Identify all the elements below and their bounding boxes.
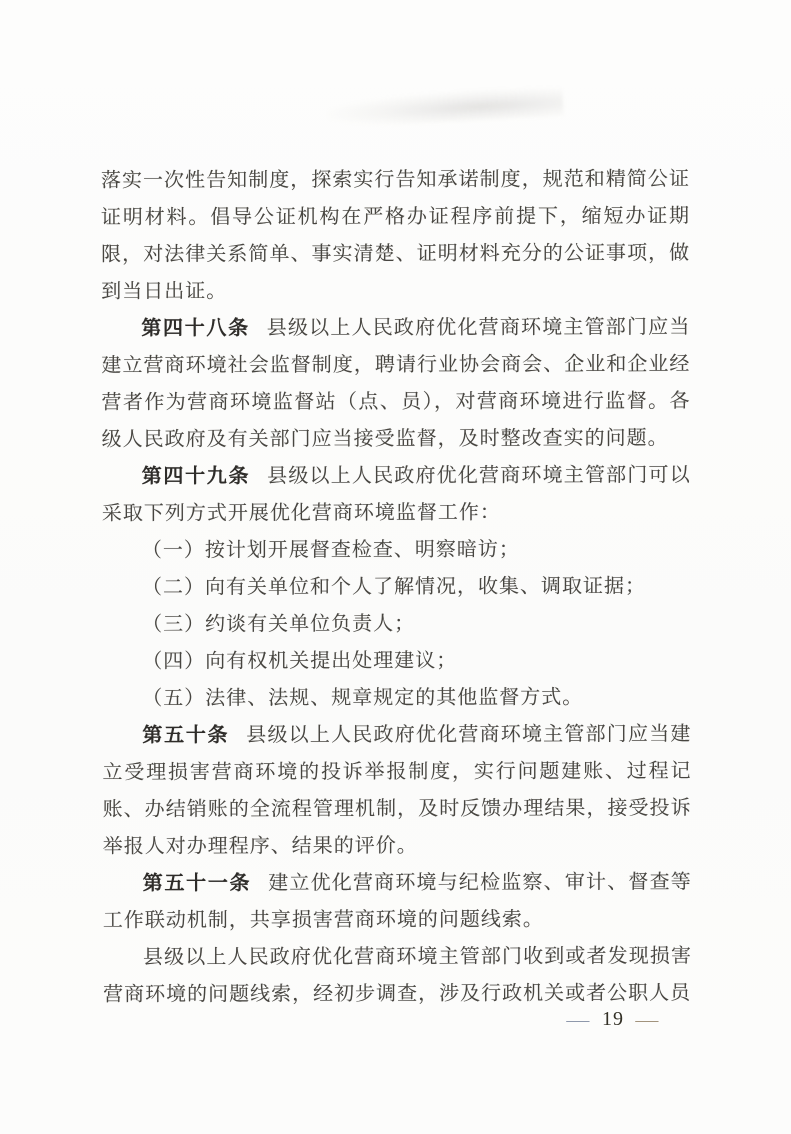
footer-dash-left: — [566,1008,591,1031]
list-item-5 [102,679,691,718]
list-item-1 [102,531,691,570]
list-item-text: （二）向有关单位和个人了解情况，收集、调取证据； [141,575,647,599]
article-51-paragraph [103,864,692,940]
article-49-paragraph [102,457,691,533]
scan-smudge-artifact [327,86,563,128]
article-48-label: 第四十八条 [141,317,250,340]
paragraph-text: 建立优化营商环境与纪检监察、审计、督查等工作联动机制，共享损害营商环境的问题线索。 [102,871,692,932]
paragraph-continuation [101,161,690,311]
article-50-label: 第五十条 [142,724,230,747]
list-item-4 [102,642,691,681]
article-50-paragraph [102,716,691,866]
list-item-2 [102,568,691,607]
list-item-text: （一）按计划开展督查检查、明察暗访； [141,538,520,562]
paragraph-text: 县级以上人民政府优化营商环境主管部门可以采取下列方式开展优化营商环境监督工作： [101,464,691,525]
page-number-footer [568,1008,658,1031]
article-48-paragraph [101,309,690,459]
document-body [101,161,692,1014]
paragraph-text: 县级以上人民政府优化营商环境主管部门应当建立营商环境社会监督制度，聘请行业协会商会、企业和企业经营者作为营商环境监督站（点、员），对营商环境进行监督。各级人民政府及有关部门应当接受监督，及时整改查实的问题。 [101,316,691,451]
footer-dash-right: — [635,1008,660,1031]
list-item-text: （四）向有权机关提出处理建议； [142,649,458,673]
paragraph-text: 落实一次性告知制度，探索实行告知承诺制度，规范和精简公证证明材料。倡导公证机构在严格办证程序前提下，缩短办证期限，对法律关系简单、事实清楚、证明材料充分的公证事项，做到当日出证。 [100,168,691,303]
article-51-label: 第五十一条 [142,872,252,895]
list-item-3 [102,605,691,644]
article-49-label: 第四十九条 [141,465,251,488]
list-item-text: （五）法律、法规、规章规定的其他监督方式。 [142,686,584,710]
paragraph-text: 县级以上人民政府优化营商环境主管部门应当建立受理损害营商环境的投诉举报制度，实行问题建账、过程记账、办结销账的全流程管理机制，及时反馈办理结果，接受投诉举报人对办理程序、结果的评价。 [102,723,692,858]
paragraph-text: 县级以上人民政府优化营商环境主管部门收到或者发现损害营商环境的问题线索，经初步调查，涉及行政机关或者公职人员 [103,945,692,1006]
paragraph-body [103,938,692,1014]
list-item-text: （三）约谈有关单位负责人； [142,612,416,636]
page-number: 19 [602,1008,624,1030]
